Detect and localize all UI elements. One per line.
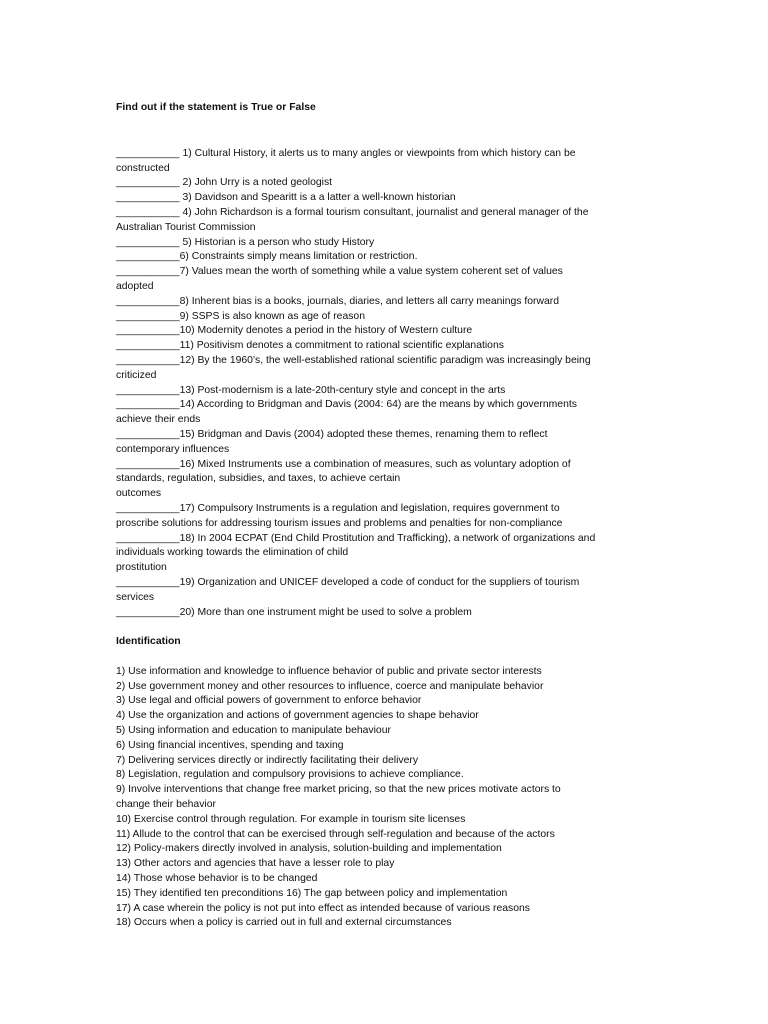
identification-line: 1) Use information and knowledge to influence behavior of public and private sector interests [116,665,542,677]
tf-line: prostitution [116,562,167,574]
tf-line: ___________8) Inherent bias is a books, journals, diaries, and letters all carry meanings forward [116,295,560,307]
tf-line: ___________18) In 2004 ECPAT (End Child Prostitution and Trafficking), a network of organizations and [116,532,596,544]
identification-list [116,665,656,931]
identification-line: 18) Occurs when a policy is carried out in full and external circumstances [116,917,452,929]
tf-line: ___________ 5) Historian is a person who study History [116,236,375,248]
tf-line: ___________12) By the 1960’s, the well-established rational scientific paradigm was increasingly being [116,354,591,366]
tf-line: ___________7) Values mean the worth of something while a value system coherent set of values [116,266,563,278]
tf-line: ___________10) Modernity denotes a period in the history of Western culture [116,325,473,337]
identification-line: 3) Use legal and official powers of government to enforce behavior [116,695,422,707]
tf-line: ___________19) Organization and UNICEF developed a code of conduct for the suppliers of tourism [116,576,580,588]
identification-line: 15) They identified ten preconditions 16) The gap between policy and implementation [116,887,508,899]
tf-line: standards, regulation, subsidies, and taxes, to achieve certain [116,473,401,485]
tf-line: ___________ 4) John Richardson is a formal tourism consultant, journalist and general manager of the [116,206,589,218]
tf-line: adopted [116,280,154,292]
identification-line: 12) Policy-makers directly involved in analysis, solution-building and implementation [116,843,502,855]
tf-line: Australian Tourist Commission [116,221,256,233]
tf-line: ___________6) Constraints simply means limitation or restriction. [116,251,418,263]
tf-line: constructed [116,162,170,174]
tf-line: criticized [116,369,157,381]
tf-line: achieve their ends [116,414,201,426]
tf-line: individuals working towards the elimination of child [116,547,349,559]
identification-line: 2) Use government money and other resources to influence, coerce and manipulate behavior [116,680,544,692]
tf-line: outcomes [116,488,162,500]
identification-line: 13) Other actors and agencies that have a lesser role to play [116,858,395,870]
tf-line: ___________17) Compulsory Instruments is a regulation and legislation, requires government to [116,502,560,514]
tf-line: ___________15) Bridgman and Davis (2004) adopted these themes, renaming them to reflect [116,428,548,440]
identification-line: 11) Allude to the control that can be exercised through self-regulation and because of the actors [116,828,555,840]
identification-line: 10) Exercise control through regulation. For example in tourism site licenses [116,813,466,825]
tf-line: ___________ 3) Davidson and Spearitt is a a latter a well-known historian [116,192,456,204]
identification-line: change their behavior [116,799,216,811]
identification-line: 6) Using financial incentives, spending and taxing [116,739,344,751]
identification-heading: Identification [116,636,181,648]
identification-line: 9) Involve interventions that change free market pricing, so that the new prices motivate actors to [116,784,561,796]
identification-line: 7) Delivering services directly or indirectly facilitating their delivery [116,754,419,766]
tf-line: ___________14) According to Bridgman and Davis (2004: 64) are the means by which governments [116,399,577,411]
tf-heading: Find out if the statement is True or False [116,102,316,113]
tf-line: ___________9) SSPS is also known as age of reason [116,310,365,322]
tf-line: ___________16) Mixed Instruments use a combination of measures, such as voluntary adoption of [116,458,571,470]
tf-line: proscribe solutions for addressing tourism issues and problems and penalties for non-compliance [116,517,563,529]
tf-line: ___________ 1) Cultural History, it alerts us to many angles or viewpoints from which history can be [116,147,576,159]
identification-line: 17) A case wherein the policy is not put into effect as intended because of various reasons [116,902,530,914]
identification-line: 5) Using information and education to manipulate behaviour [116,725,391,737]
identification-line: 8) Legislation, regulation and compulsory provisions to achieve compliance. [116,769,464,781]
tf-line: ___________13) Post-modernism is a late-20th-century style and concept in the arts [116,384,506,396]
identification-line: 4) Use the organization and actions of government agencies to shape behavior [116,710,479,722]
tf-line: services [116,591,155,603]
document-page [116,101,656,931]
identification-line: 14) Those whose behavior is to be changed [116,873,318,885]
tf-line: ___________11) Positivism denotes a commitment to rational scientific explanations [116,340,504,352]
tf-line: contemporary influences [116,443,230,455]
tf-statement-list [116,147,656,621]
tf-line: ___________20) More than one instrument might be used to solve a problem [116,606,472,618]
tf-line: ___________ 2) John Urry is a noted geologist [116,177,333,189]
